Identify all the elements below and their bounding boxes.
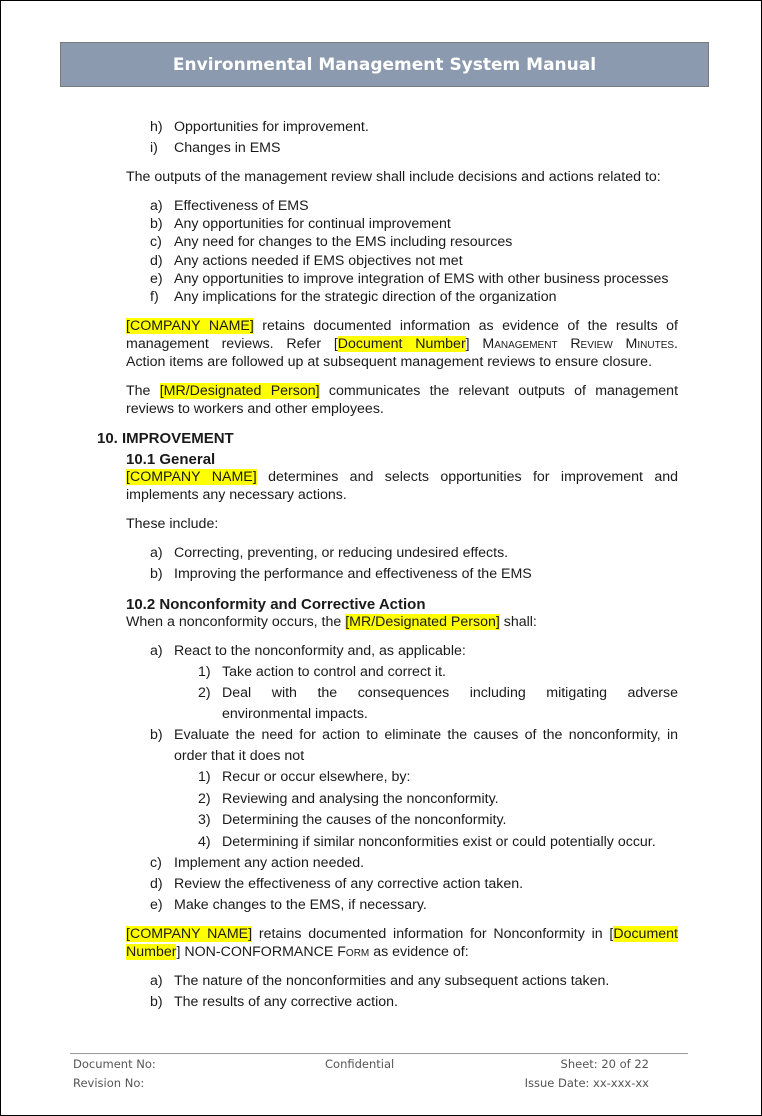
footer-divider (70, 1053, 688, 1054)
company-name-placeholder: [COMPANY NAME] (126, 469, 257, 485)
text: retains documented information as evidence of the results of (253, 318, 678, 334)
list-item-text: The nature of the nonconformities and any subsequent actions taken. (174, 973, 610, 989)
list-item-text: Implement any action needed. (174, 855, 365, 871)
paragraph-line (126, 614, 537, 630)
text: ] (465, 336, 483, 352)
mr-placeholder: [MR/Designated Person] (345, 614, 500, 630)
list-item-text: The results of any corrective action. (174, 994, 398, 1010)
paragraph-line: Action items are followed up at subsequent management reviews to ensure closure. (126, 354, 653, 370)
list-item-text: Improving the performance and effectiveness of the EMS (174, 566, 532, 582)
list-label: c) (150, 234, 162, 250)
text: determines and selects opportunities for improvement and (256, 469, 678, 485)
list-item-text: Reviewing and analysing the nonconformity. (222, 791, 499, 807)
paragraph-line (126, 469, 678, 485)
list-label: b) (150, 216, 163, 232)
list-label: a) (150, 545, 163, 561)
list-item-text: React to the nonconformity and, as applicable: (174, 643, 466, 659)
list-item-text: Review the effectiveness of any corrective action taken. (174, 876, 524, 892)
list-item-text: Make changes to the EMS, if necessary. (174, 897, 427, 913)
footer-sheet: Sheet: 20 of 22 (560, 1057, 649, 1071)
paragraph-line (126, 383, 678, 399)
list-item-text: Take action to control and correct it. (222, 664, 446, 680)
text: retains documented information for Nonconformity in [ (252, 926, 614, 942)
list-label: 2) (198, 685, 211, 701)
list-label: d) (150, 876, 163, 892)
list-label: b) (150, 994, 163, 1010)
list-label: b) (150, 727, 163, 743)
footer-revision-no: Revision No: (73, 1076, 145, 1090)
text: management reviews. Refer [ (126, 336, 338, 352)
subsection-heading: 10.1 General (126, 451, 216, 468)
list-label: i) (150, 140, 158, 156)
paragraph-line (126, 318, 678, 334)
list-item-text: Any opportunities to improve integration of EMS with other business processes (174, 271, 669, 287)
form-reference: Form (337, 944, 370, 960)
paragraph-line: implements any necessary actions. (126, 487, 347, 503)
list-label: b) (150, 566, 163, 582)
list-label: 1) (198, 769, 211, 785)
document-number-placeholder: Document (613, 926, 678, 942)
list-item-text: Correcting, preventing, or reducing undesired effects. (174, 545, 509, 561)
section-heading: 10. IMPROVEMENT (97, 430, 234, 447)
paragraph-line: reviews to workers and other employees. (126, 401, 384, 417)
list-item-text: Deal with the consequences including mitigating adverse (222, 685, 678, 701)
list-item-text: Any opportunities for continual improvement (174, 216, 451, 232)
list-item-text: Opportunities for improvement. (174, 119, 369, 135)
document-title: Environmental Management System Manual (172, 54, 597, 75)
list-label: 2) (198, 791, 211, 807)
list-label: a) (150, 973, 163, 989)
paragraph: These include: (126, 516, 219, 532)
list-item-text: Any actions needed if EMS objectives not met (174, 253, 463, 269)
list-item-text: Recur or occur elsewhere, by: (222, 769, 411, 785)
text: as evidence of: (369, 944, 469, 960)
footer-issue-date: Issue Date: xx-xxx-xx (524, 1076, 649, 1090)
paragraph-line (126, 336, 678, 352)
list-label: c) (150, 855, 162, 871)
paragraph-line (126, 926, 678, 942)
list-label: 4) (198, 834, 211, 850)
list-item-text: environmental impacts. (222, 706, 368, 722)
document-number-placeholder: Document Number (337, 336, 466, 352)
list-item-text: order that it does not (174, 748, 305, 764)
list-item-text: Evaluate the need for action to eliminate the causes of the nonconformity, in (174, 727, 678, 743)
paragraph: The outputs of the management review shall include decisions and actions related to: (126, 169, 661, 185)
text: shall: (499, 614, 537, 630)
list-label: h) (150, 119, 163, 135)
text: When a nonconformity occurs, the (126, 614, 346, 630)
document-number-placeholder: Number (126, 944, 177, 960)
list-label: d) (150, 253, 163, 269)
list-label: f) (150, 289, 159, 305)
footer-confidential: Confidential (325, 1057, 395, 1071)
subsection-heading: 10.2 Nonconformity and Corrective Action (126, 596, 426, 613)
list-item-text: Effectiveness of EMS (174, 198, 309, 214)
list-item-text: Determining the causes of the nonconformity. (222, 812, 507, 828)
list-label: a) (150, 198, 163, 214)
list-item-text: Any implications for the strategic direction of the organization (174, 289, 557, 305)
company-name-placeholder: [COMPANY NAME] (126, 318, 254, 334)
mr-placeholder: [MR/Designated Person] (159, 383, 320, 399)
footer-document-no: Document No: (73, 1057, 156, 1071)
list-label: e) (150, 897, 163, 913)
list-item-text: Determining if similar nonconformities exist or could potentially occur. (222, 834, 656, 850)
list-label: e) (150, 271, 163, 287)
text: ] NON-CONFORMANCE (176, 944, 338, 960)
list-label: a) (150, 643, 163, 659)
document-header (60, 42, 709, 87)
list-item (150, 119, 163, 135)
paragraph-line (126, 944, 469, 960)
list-item-text: Any need for changes to the EMS including resources (174, 234, 513, 250)
list-item-text: Changes in EMS (174, 140, 281, 156)
text: communicates the relevant outputs of management (319, 383, 679, 399)
company-name-placeholder: [COMPANY NAME] (126, 926, 253, 942)
text: The (126, 383, 160, 399)
form-reference: Management Review Minutes. (482, 336, 678, 352)
list-label: 1) (198, 664, 211, 680)
list-label: 3) (198, 812, 211, 828)
